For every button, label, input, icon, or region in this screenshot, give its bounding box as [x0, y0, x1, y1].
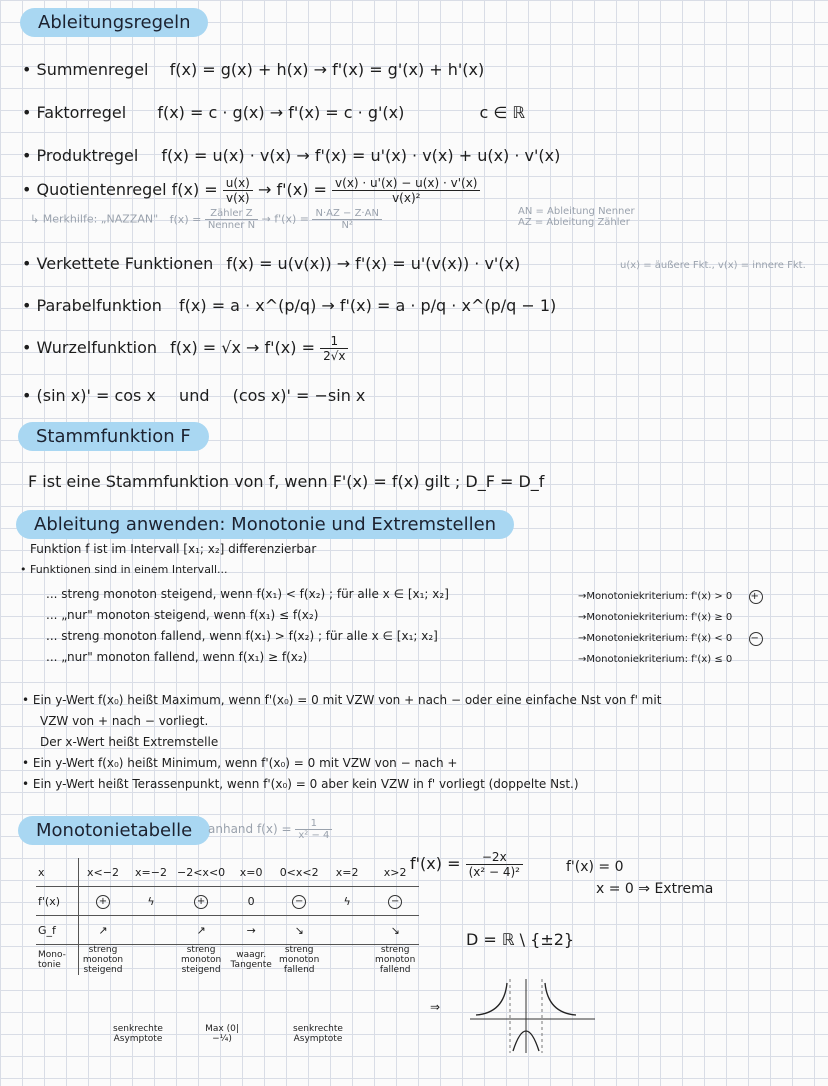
denominator: v(x)² [392, 191, 421, 205]
rule-label: Wurzelfunktion [36, 338, 158, 357]
kriterium-text: →Monotoniekriterium: f'(x) < 0 [578, 633, 733, 644]
table-cell: G_f [36, 916, 79, 945]
table-cell [79, 887, 128, 916]
anwenden-sub: • Funktionen sind in einem Intervall... [20, 563, 228, 576]
rule-wurzel: • Wurzelfunktion f(x) = √x → f'(x) = $\frac{1}{2√x}$ [22, 334, 348, 363]
extrema-definitions [22, 690, 661, 795]
anwenden-intro: Funktion f ist im Intervall [x₁; x₂] differenzierbar [30, 542, 317, 556]
minus-symbol: − [292, 895, 306, 909]
numerator: u(x) [223, 176, 253, 191]
rule-sin-cos: • (sin x)' = cos x und (cos x)' = −sin x [22, 386, 366, 405]
rule-summenregel: • Summenregel f(x) = g(x) + h(x) → f'(x) = g'(x) + h'(x) [22, 60, 485, 79]
denominator: v(x) [226, 191, 250, 205]
denominator: N² [341, 220, 353, 231]
table-cell [323, 916, 371, 945]
numerator: Zähler Z [205, 208, 258, 220]
table-cell: ↘ [371, 916, 419, 945]
table-cell: ϟ [323, 887, 371, 916]
numerator: 1 [295, 818, 332, 830]
rule-arrow: → f'(x) = [257, 180, 327, 199]
section-title-ableitung-anwenden: Ableitung anwenden: Monotonie und Extremstellen [16, 510, 514, 539]
rule-note: c ∈ ℝ [479, 103, 526, 122]
table-cell: f'(x) [36, 887, 79, 916]
rule-label: Produktregel [36, 146, 139, 165]
und-word: und [179, 386, 210, 405]
rule-label: Verkettete Funktionen [36, 254, 214, 273]
table-cell: x<−2 [79, 858, 128, 887]
rule-produktregel: • Produktregel f(x) = u(x) · v(x) → f'(x) = u'(x) · v(x) + u(x) · v'(x) [22, 146, 561, 165]
rule-faktorregel: • Faktorregel f(x) = c · g(x) → f'(x) = c · g'(x) c ∈ ℝ [22, 103, 526, 122]
section-title-stammfunktion: Stammfunktion F [18, 422, 209, 451]
table-cell: 0 [227, 887, 275, 916]
table-cell: Mono-tonie [36, 945, 79, 976]
rule-formula: f(x) = u(v(x)) → f'(x) = u'(v(x)) · v'(x) [226, 254, 521, 273]
table-row [36, 887, 419, 916]
verkettet-note: u(x) = äußere Fkt., v(x) = innere Fkt. [620, 260, 806, 271]
table-cell: x>2 [383, 865, 407, 879]
rule-label: Parabelfunktion [36, 296, 162, 315]
def-terassenpunkt: • Ein y-Wert heißt Terassenpunkt, wenn f'(x₀) = 0 aber kein VZW in f' vorliegt (doppelte Nst.) [22, 777, 579, 791]
graph-sketch [470, 975, 600, 1055]
table-cell [323, 945, 371, 976]
rule-formula: f(x) = g(x) + h(x) → f'(x) = g'(x) + h'(x) [169, 60, 485, 79]
rule-verkettet: • Verkettete Funktionen f(x) = u(v(x)) → f'(x) = u'(v(x)) · v'(x) [22, 254, 521, 273]
derivative-example [410, 850, 523, 879]
zero-condition [566, 856, 713, 900]
kriterium-3 [578, 628, 763, 649]
table-cell: streng monoton steigend [175, 945, 227, 976]
note-asymptote-1: senkrechte Asymptote [113, 1024, 163, 1044]
table-cell: waagr. Tangente [227, 945, 275, 976]
numerator: −2x [466, 850, 523, 865]
rule-formula: f(x) = c · g(x) → f'(x) = c · g'(x) [157, 103, 405, 122]
kriterium-text: →Monotoniekriterium: f'(x) > 0 [578, 591, 733, 602]
table-cell: streng monoton steigend [79, 945, 128, 976]
section-title-ableitungsregeln: Ableitungsregeln [20, 8, 208, 37]
table-row [36, 945, 419, 976]
kriterium-1 [578, 586, 763, 607]
note-max: Max (0|−¼) [205, 1024, 239, 1044]
merkhilfe-result [312, 208, 381, 231]
table-cell: x=0 [239, 865, 263, 879]
table-cell: ↗ [175, 916, 227, 945]
rule-label: Faktorregel [36, 103, 127, 122]
rule-quotientenregel: • Quotientenregel f(x) = $\frac{u(x)}{v(x)}$ → f'(x) = $\frac{v(x) \cdot u'(x) - u(x) \cdot v'(x)}{\text{v(x)²}}$ [22, 176, 480, 205]
table-cell: ϟ [127, 887, 175, 916]
table-cell [371, 887, 419, 916]
table-cell: streng monoton fallend [275, 945, 323, 976]
section-title-monotonietabelle: Monotonietabelle [18, 816, 210, 845]
cos-derivative: (cos x)' = −sin x [232, 386, 366, 405]
merkhilfe [30, 208, 382, 231]
wurzel-fraction [320, 334, 348, 363]
line-streng-fallend: ... streng monoton fallend, wenn f(x₁) > f(x₂) ; für alle x ∈ [x₁; x₂] [46, 629, 438, 643]
kriterium-4: →Monotoniekriterium: f'(x) ≤ 0 [578, 654, 733, 665]
table-row [36, 916, 419, 945]
numerator: N·AZ − Z·AN [312, 208, 381, 220]
table-cell [175, 887, 227, 916]
kriterium-2: →Monotoniekriterium: f'(x) ≥ 0 [578, 612, 733, 623]
denominator: x² − 4 [298, 830, 330, 841]
merkhilfe-label: ↳ Merkhilfe: „NAZZAN" [30, 212, 159, 226]
stamm-text: F ist eine Stammfunktion von f, wenn F'(x) = f(x) gilt ; D_F = D_f [28, 472, 545, 491]
rule-formula: f(x) = u(x) · v(x) → f'(x) = u'(x) · v(x) + u(x) · v'(x) [161, 146, 561, 165]
denominator: Nenner N [207, 220, 256, 231]
table-cell: → [227, 916, 275, 945]
deriv-lhs: f'(x) = [410, 854, 461, 873]
tabelle-anhand [208, 818, 332, 841]
table-cell [127, 945, 175, 976]
rule-lhs: f(x) = [171, 180, 218, 199]
note-an: AN = Ableitung Nenner [518, 206, 635, 217]
merkhilfe-f: f(x) = [169, 212, 202, 226]
denominator: 2√x [323, 349, 346, 363]
plus-symbol: + [96, 895, 110, 909]
sin-derivative: (sin x)' = cos x [36, 386, 156, 405]
numerator: v(x) · u'(x) − u(x) · v'(x) [332, 176, 480, 191]
minus-symbol: − [749, 632, 763, 646]
line-streng-steigend: ... streng monoton steigend, wenn f(x₁) < f(x₂) ; für alle x ∈ [x₁; x₂] [46, 587, 449, 601]
denominator: (x² − 4)² [468, 865, 520, 879]
line-nur-steigend: ... „nur" monoton steigend, wenn f(x₁) ≤ f(x₂) [46, 608, 319, 622]
def-minimum: • Ein y-Wert f(x₀) heißt Minimum, wenn f'(x₀) = 0 mit VZW von − nach + [22, 756, 458, 770]
merkhilfe-arrow: → f'(x) = [261, 212, 309, 226]
rule-lhs: f(x) = √x → f'(x) = [170, 338, 315, 357]
rule-parabel: • Parabelfunktion f(x) = a · x^(p/q) → f'(x) = a · p/q · x^(p/q − 1) [22, 296, 557, 315]
def-maximum: • Ein y-Wert f(x₀) heißt Maximum, wenn f'(x₀) = 0 mit VZW von + nach − oder eine einfache Nst von f' mit [22, 693, 662, 707]
note-asymptote-2: senkrechte Asymptote [293, 1024, 343, 1044]
table-cell: x=−2 [135, 865, 167, 879]
merkhilfe-fraction [205, 208, 258, 231]
numerator: 1 [320, 334, 348, 349]
table-cell: streng monoton fallend [371, 945, 419, 976]
anhand-label: anhand f(x) = [208, 822, 292, 836]
plus-symbol: + [194, 895, 208, 909]
table-row [36, 858, 419, 887]
table-cell [127, 916, 175, 945]
table-cell: −2<x<0 [177, 865, 226, 879]
def-extremstelle: Der x-Wert heißt Extremstelle [40, 735, 219, 749]
zero-line-1: f'(x) = 0 [566, 859, 624, 875]
table-cell: ↘ [275, 916, 323, 945]
implies-arrow: ⇒ [430, 1000, 441, 1014]
rule-label: Summenregel [36, 60, 149, 79]
minus-symbol: − [388, 895, 402, 909]
anhand-fraction [295, 818, 332, 841]
table-cell: 0<x<2 [279, 865, 319, 879]
table-cell: x [38, 865, 45, 879]
rule-formula: f(x) = a · x^(p/q) → f'(x) = a · p/q · x^(p/q − 1) [179, 296, 557, 315]
table-cell: ↗ [79, 916, 128, 945]
monotonie-kriterien [578, 586, 763, 670]
zero-line-2: x = 0 ⇒ Extrema [596, 881, 714, 897]
merkhilfe-notes [518, 206, 635, 228]
quotient-result-fraction [332, 176, 480, 205]
deriv-fraction [466, 850, 523, 879]
table-cell [275, 887, 323, 916]
monotonie-lines [46, 584, 449, 668]
domain-def: D = ℝ \ {±2} [466, 930, 575, 949]
table-cell: x=2 [335, 865, 359, 879]
monotonie-table [36, 858, 419, 975]
plus-symbol: + [749, 590, 763, 604]
def-maximum-2: VZW von + nach − vorliegt. [40, 714, 209, 728]
quotient-fraction [223, 176, 253, 205]
rule-label: Quotientenregel [36, 180, 167, 199]
line-nur-fallend: ... „nur" monoton fallend, wenn f(x₁) ≥ f(x₂) [46, 650, 308, 664]
note-az: AZ = Ableitung Zähler [518, 217, 630, 228]
